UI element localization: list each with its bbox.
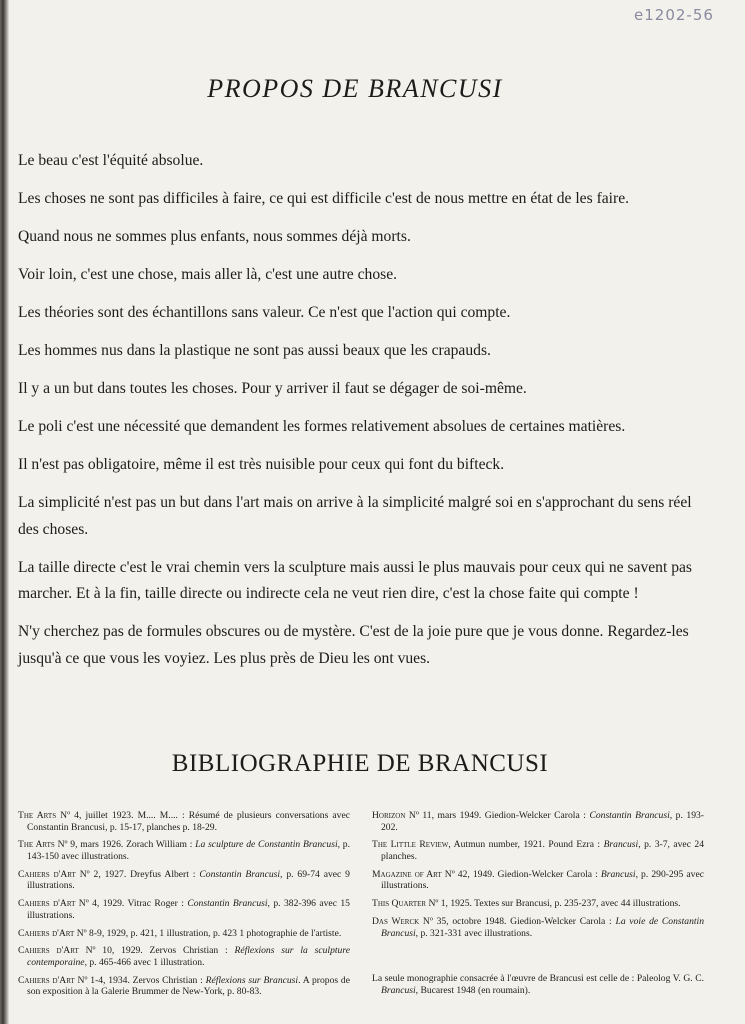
entry-title: Brancusi (603, 839, 639, 851)
entry-source: The Arts (18, 839, 55, 851)
bibliography-entry (18, 839, 350, 862)
bibliography-entry (18, 898, 350, 921)
entry-title: Constantin Brancusi (187, 898, 268, 910)
bibliography-entry (18, 928, 350, 940)
entry-source: Cahiers d'Art (18, 898, 76, 910)
entry-source: Cahiers d'Art (18, 974, 75, 986)
bibliography-title: BIBLIOGRAPHIE DE BRANCUSI (171, 750, 549, 777)
entry-text: Nº 42, 1949. Giedion-Welcker Carola : (441, 868, 601, 880)
entry-title: Constantin Brancusi (199, 868, 281, 880)
entry-title: Réflexions sur la sculpture contemporaine (27, 945, 350, 968)
entry-text: Nº 35, octobre 1948. Giedion-Welcker Carola : (419, 916, 616, 928)
quote: Les choses ne sont pas difficiles à faire, ce qui est difficile c'est de nous mettre en état de les faire. (18, 190, 630, 207)
entry-source: Horizon (372, 810, 406, 821)
entry-source: Cahiers d'Art (18, 945, 79, 957)
quote: Voir loin, c'est une chose, mais aller là, c'est une autre chose. (18, 266, 398, 283)
entry-source: Cahiers d'Art (18, 927, 75, 939)
bibliography-entry (372, 916, 704, 939)
entry-text: Nº 9, mars 1926. Zorach William : (54, 839, 196, 851)
entry-title: La voie de Constantin Brancusi (381, 916, 705, 939)
quote: La simplicité n'est pas un but dans l'art mais on arrive à la simplicité malgré soi en s'approchant du sens réel des choses. (18, 494, 692, 538)
quote: Quand nous ne sommes plus enfants, nous sommes déjà morts. (18, 228, 411, 245)
entry-text: . A propos de son exposition à la Galerie Brummer de New-York, p. 80-83. (27, 974, 350, 998)
quotes-list (18, 148, 708, 684)
bibliography-left-column (18, 810, 350, 1004)
bibliography-entry (18, 869, 350, 892)
quote: Les hommes nus dans la plastique ne sont pas aussi beaux que les crapauds. (18, 342, 491, 359)
entry-source: Cahiers d'Art (18, 868, 76, 880)
bibliography-entry (18, 810, 350, 833)
quote: La taille directe c'est le vrai chemin vers la sculpture mais aussi le plus mauvais pour ceux qui ne savent pas marcher. Et à la fin, taille directe ou indirecte cela ne veut rien dire, c'est la chose faite qui compte ! (18, 558, 692, 602)
entry-text: , p. 3-7, avec 24 planches. (381, 839, 704, 862)
note-text: , Bucarest 1948 (en roumain). (415, 984, 531, 996)
quote: Il n'est pas obligatoire, même il est très nuisible pour ceux qui font du bifteck. (18, 456, 505, 473)
bibliography-entry (372, 869, 704, 892)
entry-text: , Autmun number, 1921. Pound Ezra : (448, 839, 604, 851)
entry-source: Magazine of Art (372, 868, 442, 880)
entry-title: Réflexions sur Brancusi (205, 974, 299, 986)
note-text: La seule monographie consacrée à l'œuvre de Brancusi est celle de : Paleolog V. G. C. (372, 973, 704, 985)
quote: N'y cherchez pas de formules obscures ou de mystère. C'est de la joie pure que je vous donne. Regardez-les jusqu'à ce que vous les voyiez. Les plus près de Dieu les ont vues. (18, 623, 689, 667)
entry-text: Nº 10, 1929. Zervos Christian : (78, 945, 235, 957)
handwritten-catalog-note: e1202-56 (634, 6, 714, 24)
bibliography-right-column (372, 810, 704, 1002)
entry-text: , p. 69-74 avec 9 illustrations. (27, 868, 350, 892)
entry-source: The Arts (18, 810, 57, 821)
entry-text: , p. 382-396 avec 15 illustrations. (27, 898, 350, 921)
page-title: PROPOS DE BRANCUSI (207, 74, 503, 103)
entry-text: , p. 143-150 avec illustrations. (27, 839, 350, 862)
quote: Il y a un but dans toutes les choses. Pour y arriver il faut se dégager de soi-même. (18, 380, 527, 397)
bibliography-entry (18, 945, 350, 968)
entry-source: This Quarter (372, 898, 427, 910)
bibliography-entry (372, 810, 704, 833)
entry-source: Das Werck (372, 916, 420, 928)
entry-text: Nº 4, 1929. Vitrac Roger : (75, 898, 188, 910)
quote: Le poli c'est une nécessité que demandent les formes relativement absolues de certaines matières. (18, 418, 626, 435)
monograph-note (372, 973, 704, 996)
entry-title: La sculpture de Constantin Brancusi (195, 839, 338, 851)
quote: Les théories sont des échantillons sans valeur. Ce n'est que l'action qui compte. (18, 304, 511, 321)
page-edge (0, 0, 9, 1024)
entry-text: Nº 8-9, 1929, p. 421, 1 illustration, p. 423 1 photographie de l'artiste. (74, 927, 342, 939)
entry-source: The Little Review (372, 839, 449, 851)
entry-title: Brancusi (600, 868, 636, 880)
note-title: Brancusi (381, 984, 416, 996)
entry-text: , p. 193-202. (381, 810, 704, 833)
entry-text: , p. 290-295 avec illustrations. (381, 868, 704, 892)
quote: Le beau c'est l'équité absolue. (18, 152, 204, 169)
entry-text: Nº 1-4, 1934. Zervos Christian : (74, 974, 206, 986)
bibliography-entry (372, 839, 704, 862)
entry-text: Nº 11, mars 1949. Giedion-Welcker Carola : (405, 810, 590, 821)
bibliography-entry (372, 898, 704, 910)
bibliography-entry (18, 975, 350, 998)
entry-title: Constantin Brancusi (589, 810, 670, 821)
entry-text: Nº 2, 1927. Dreyfus Albert : (75, 868, 200, 880)
entry-text: Nº 1, 1925. Textes sur Brancusi, p. 235-237, avec 44 illustrations. (426, 898, 681, 910)
entry-text: Nº 4, juillet 1923. M.... M.... : Résumé de plusieurs conversations avec Constantin Brancusi, p. 15-17, planches p. 18-29. (27, 810, 350, 833)
entry-text: , p. 321-331 avec illustrations. (415, 927, 533, 939)
entry-text: , p. 465-466 avec 1 illustration. (84, 956, 205, 968)
